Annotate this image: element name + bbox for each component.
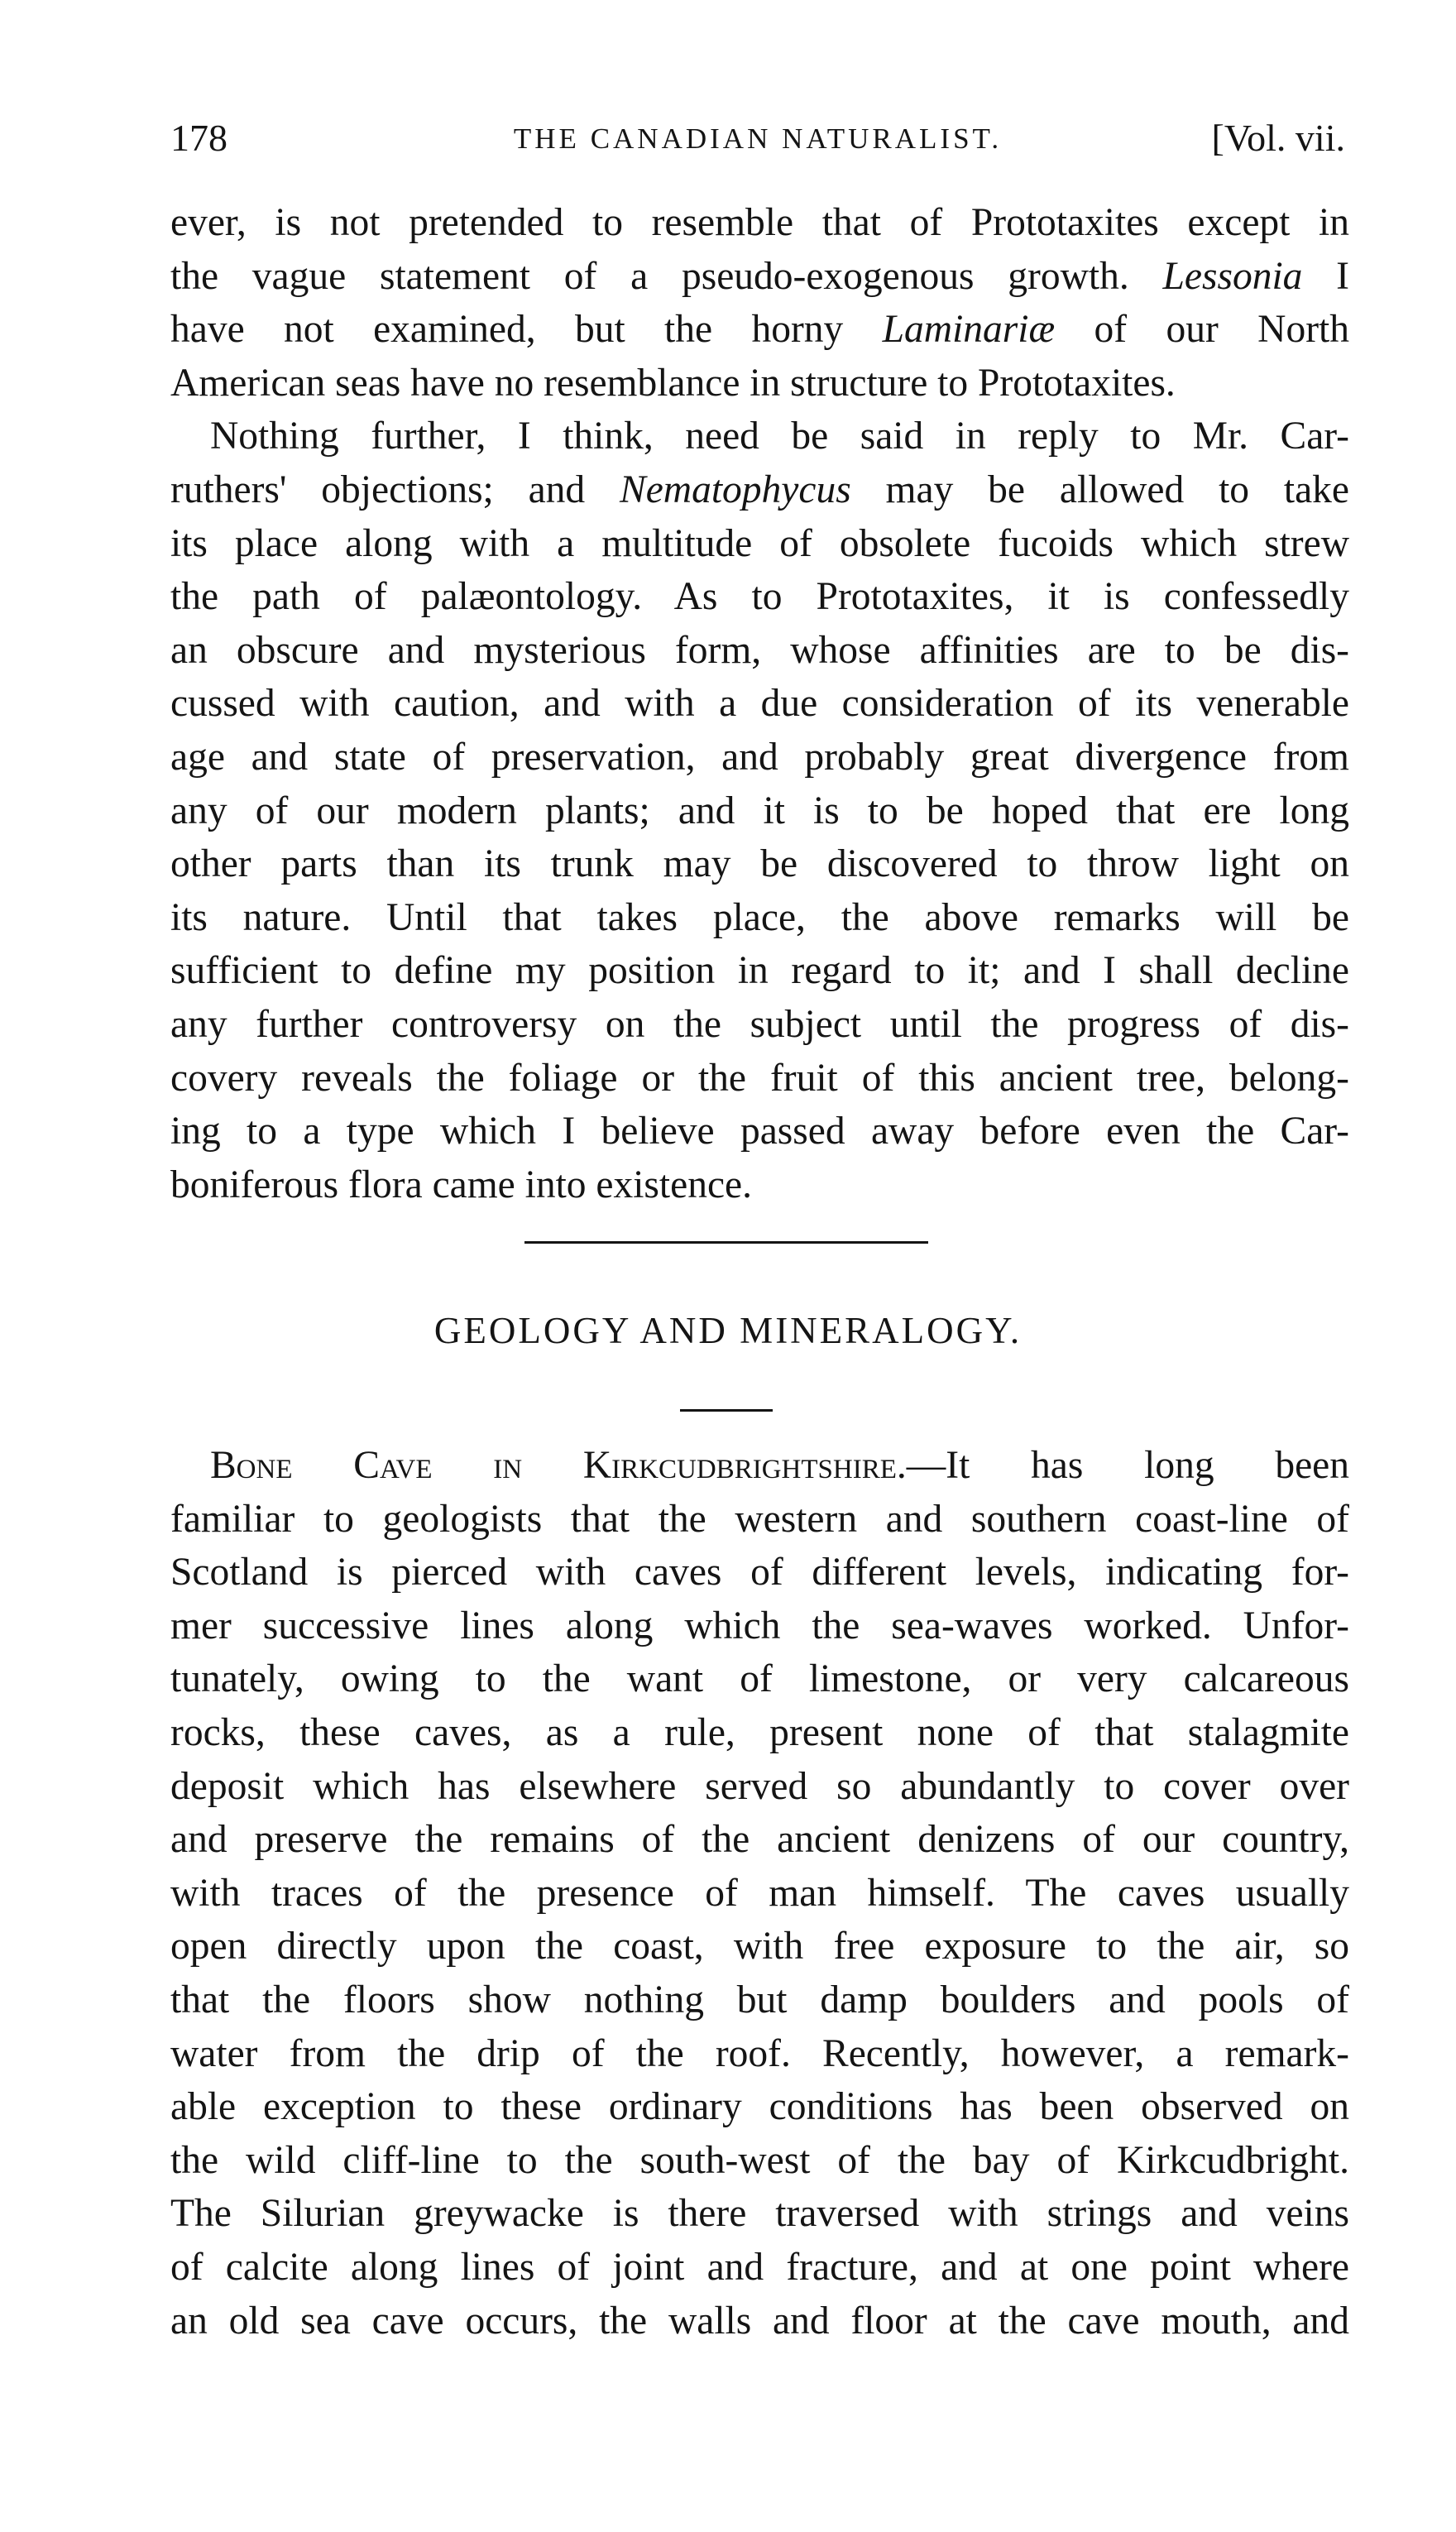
article-lead-title: Bone Cave in Kirkcudbrightshire. <box>210 1444 907 1487</box>
text-line: Scotland is pierced with caves of different levels, indicating for- <box>170 1551 1349 1594</box>
text-line: other parts than its trunk may be discovered to throw light on <box>170 842 1349 886</box>
volume-label: [Vol. vii. <box>1211 117 1345 159</box>
heading-underline-rule <box>680 1409 773 1412</box>
text-line: open directly upon the coast, with free exposure to the air, so <box>170 1925 1349 1969</box>
section-heading: GEOLOGY AND MINERALOGY. <box>433 1310 1023 1351</box>
text-line: rocks, these caves, as a rule, present none of that stalagmite <box>170 1710 1349 1754</box>
text-line: sufficient to define my position in regard to it; and I shall decline <box>170 949 1349 993</box>
text-line: mer successive lines along which the sea-waves worked. Unfor- <box>170 1604 1349 1647</box>
article-bone-cave <box>170 1439 1349 2347</box>
text-line: The Silurian greywacke is there traversed with strings and veins <box>170 2192 1349 2236</box>
text-line: and preserve the remains of the ancient denizens of our country, <box>170 1818 1349 1862</box>
text-line: familiar to geologists that the western and southern coast-line of <box>170 1497 1349 1541</box>
running-head <box>170 116 1345 174</box>
text-line: its nature. Until that takes place, the above remarks will be <box>170 895 1349 939</box>
text-line: Nothing further, I think, need be said in reply to Mr. Car- <box>210 415 1349 458</box>
text-line: its place along with a multitude of obsolete fucoids which strew <box>170 521 1349 565</box>
text-line: the vague statement of a pseudo-exogenous growth. Lessonia I <box>170 254 1349 298</box>
text-line: that the floors show nothing but damp boulders and pools of <box>170 1978 1349 2021</box>
text-line: the path of palæontology. As to Prototaxites, it is confessedly <box>170 575 1349 619</box>
text-line: deposit which has elsewhere served so abundantly to cover over <box>170 1764 1349 1808</box>
text-line: an old sea cave occurs, the walls and floor at the cave mouth, and <box>170 2299 1349 2343</box>
text-line: ing to a type which I believe passed away before even the Car- <box>170 1110 1349 1153</box>
text-line: an obscure and mysterious form, whose affinities are to be dis- <box>170 628 1349 672</box>
paragraph-reply <box>170 410 1349 1211</box>
text-line: boniferous flora came into existence. <box>170 1163 752 1206</box>
italic-term-lessonia: Lessonia <box>1162 254 1303 298</box>
text-line: able exception to these ordinary conditions has been observed on <box>170 2085 1349 2129</box>
upper-text-block <box>170 196 1349 1211</box>
text-line: ever, is not pretended to resemble that of Prototaxites except in <box>170 201 1349 244</box>
section-divider-rule <box>524 1241 928 1244</box>
text-line: covery reveals the foliage or the fruit of this ancient tree, belong- <box>170 1056 1349 1100</box>
page-number: 178 <box>170 117 228 159</box>
text-line: with traces of the presence of man himself. The caves usually <box>170 1871 1349 1915</box>
text-line: age and state of preservation, and probably great divergence from <box>170 735 1349 779</box>
journal-title: THE CANADIAN NATURALIST. <box>513 122 1003 155</box>
text-line: ruthers' objections; and Nematophycus may be allowed to take <box>170 468 1349 511</box>
text-line: any of our modern plants; and it is to be hoped that ere long <box>170 789 1349 832</box>
italic-term-nematophycus: Nematophycus <box>620 468 851 511</box>
italic-term-laminariae: Laminariæ <box>882 308 1056 352</box>
text-line: have not examined, but the horny Laminariæ of our North <box>170 308 1349 352</box>
text-line: Bone Cave in Kirkcudbrightshire.—It has long been <box>210 1444 1349 1487</box>
text-line: cussed with caution, and with a due consideration of its venerable <box>170 682 1349 726</box>
text-line: water from the drip of the roof. Recently, however, a remark- <box>170 2031 1349 2075</box>
text-line: the wild cliff-line to the south-west of the bay of Kirkcudbright. <box>170 2138 1349 2182</box>
text-line: any further controversy on the subject until the progress of dis- <box>170 1002 1349 1046</box>
text-line: tunately, owing to the want of limestone, or very calcareous <box>170 1657 1349 1701</box>
text-line: American seas have no resemblance in structure to Prototaxites. <box>170 361 1176 405</box>
text-line: of calcite along lines of joint and fracture, and at one point where <box>170 2245 1349 2289</box>
paragraph-continued <box>170 196 1349 410</box>
